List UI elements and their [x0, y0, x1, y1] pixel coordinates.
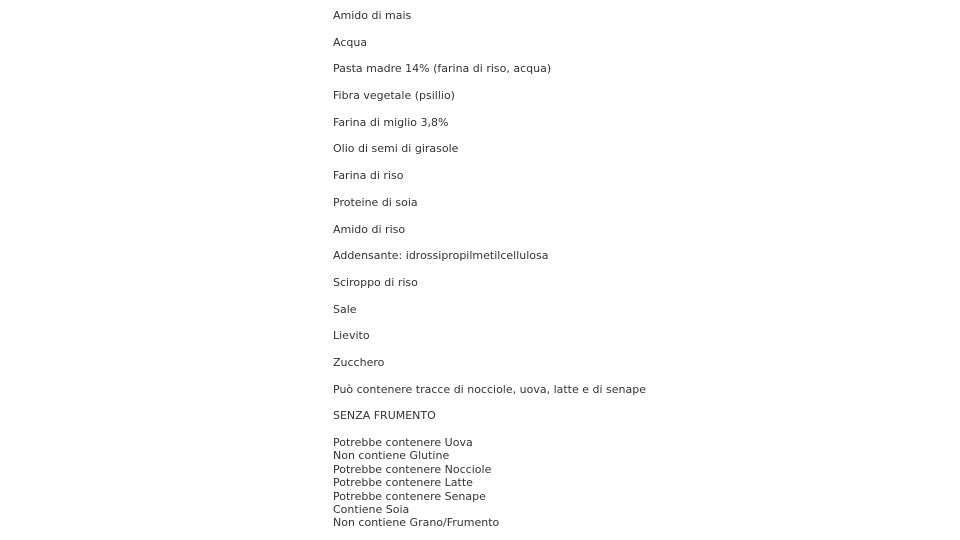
allergen-list — [333, 436, 933, 530]
allergen-item: Contiene Soia — [333, 502, 410, 516]
ingredient-item: Olio di semi di girasole — [333, 142, 459, 156]
allergen-item: Non contiene Glutine — [333, 449, 450, 463]
ingredient-item: Addensante: idrossipropilmetilcellulosa — [333, 249, 549, 263]
ingredients-section — [333, 9, 933, 530]
ingredient-item: Sciroppo di riso — [333, 275, 418, 289]
ingredient-item: Proteine di soia — [333, 195, 418, 209]
ingredient-item: Lievito — [333, 329, 370, 343]
ingredient-item: Pasta madre 14% (farina di riso, acqua) — [333, 62, 552, 76]
ingredient-item: Farina di miglio 3,8% — [333, 115, 449, 129]
ingredient-item: Acqua — [333, 35, 368, 49]
ingredient-item: Amido di mais — [333, 9, 412, 22]
allergen-item: Potrebbe contenere Nocciole — [333, 462, 492, 476]
allergen-item: Potrebbe contenere Latte — [333, 476, 473, 490]
allergen-item: Non contiene Grano/Frumento — [333, 516, 500, 530]
ingredient-item: Fibra vegetale (psillio) — [333, 89, 455, 103]
ingredient-item: Farina di riso — [333, 169, 404, 183]
wheat-free-label: SENZA FRUMENTO — [333, 409, 436, 423]
allergen-item: Potrebbe contenere Uova — [333, 436, 473, 449]
ingredient-item: Zucchero — [333, 355, 385, 369]
traces-warning: Può contenere tracce di nocciole, uova, latte e di senape — [333, 382, 647, 396]
ingredient-item: Sale — [333, 302, 357, 316]
ingredient-item: Amido di riso — [333, 222, 406, 236]
allergen-item: Potrebbe contenere Senape — [333, 489, 486, 503]
